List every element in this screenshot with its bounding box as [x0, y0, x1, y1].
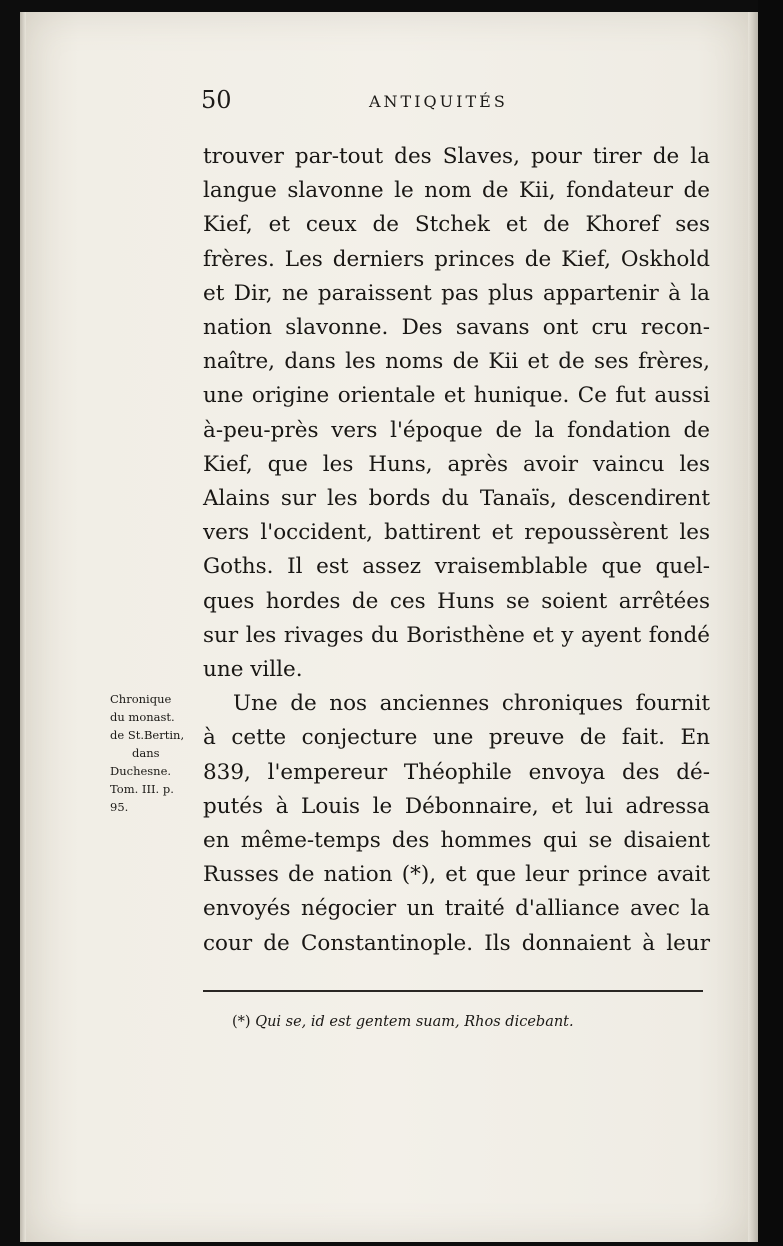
margin-note-line: dans — [132, 746, 160, 760]
margin-note — [110, 690, 202, 816]
text-line: une origine orientale et hunique. Ce fut aussi — [203, 383, 710, 409]
footnote-text: Qui se, id est gentem suam, Rhos dicebant. — [255, 1014, 574, 1030]
margin-note-line: du monast. — [110, 710, 175, 724]
page-fore-edge — [748, 12, 758, 1242]
footnote-rule — [203, 990, 703, 992]
text-line: Kief, et ceux de Stchek et de Khoref ses — [203, 212, 710, 238]
text-line: ques hordes de ces Huns se soient arrêtées — [203, 588, 710, 614]
scan-background-strip — [758, 0, 783, 1246]
running-head: ANTIQUITÉS — [369, 92, 508, 111]
margin-note-line: 95. — [110, 800, 129, 814]
text-line: vers l'occident, battirent et repoussèrent les — [203, 520, 710, 546]
text-line: Goths. Il est assez vraisemblable que quel- — [203, 554, 710, 580]
margin-note-line: Duchesne. — [110, 764, 172, 778]
text-line: frères. Les derniers princes de Kief, Oskhold — [203, 246, 710, 272]
text-line: Kief, que les Huns, après avoir vaincu les — [203, 451, 710, 477]
page-header — [201, 86, 711, 120]
text-line: Une de nos anciennes chroniques fournit — [233, 691, 710, 717]
text-line: langue slavonne le nom de Kii, fondateur de — [203, 178, 710, 204]
text-line: nation slavonne. Des savans ont cru recon- — [203, 315, 710, 341]
text-line: 839, l'empereur Théophile envoya des dé- — [203, 759, 710, 785]
text-line: à cette conjecture une preuve de fait. En — [203, 725, 710, 751]
body-text — [203, 140, 710, 961]
text-line: cour de Constantinople. Ils donnaient à leur — [203, 930, 710, 956]
text-line: envoyés négocier un traité d'alliance avec la — [203, 896, 710, 922]
page-number: 50 — [201, 86, 232, 114]
page-gutter-edge — [20, 12, 26, 1242]
text-line: naître, dans les noms de Kii et de ses frères, — [203, 349, 710, 375]
text-line: Alains sur les bords du Tanaïs, descendirent — [203, 486, 710, 512]
margin-note-line: Tom. III. p. — [110, 782, 174, 796]
text-line: sur les rivages du Boristhène et y ayent fondé — [203, 622, 710, 648]
margin-note-line: de St.Bertin, — [110, 728, 185, 742]
text-line: trouver par-tout des Slaves, pour tirer de la — [203, 144, 710, 169]
text-line: et Dir, ne paraissent pas plus appartenir à la — [203, 280, 710, 306]
text-line: putés à Louis le Débonnaire, et lui adressa — [203, 793, 710, 819]
text-line: Russes de nation (*), et que leur prince avait — [203, 862, 710, 888]
footnote-mark: (*) — [232, 1014, 251, 1030]
text-line: en même-temps des hommes qui se disaient — [203, 828, 710, 854]
text-line: une ville. — [203, 657, 303, 683]
text-line: à-peu-près vers l'époque de la fondation de — [203, 417, 710, 443]
footnote — [232, 1014, 712, 1030]
margin-note-line: Chronique — [110, 692, 172, 706]
